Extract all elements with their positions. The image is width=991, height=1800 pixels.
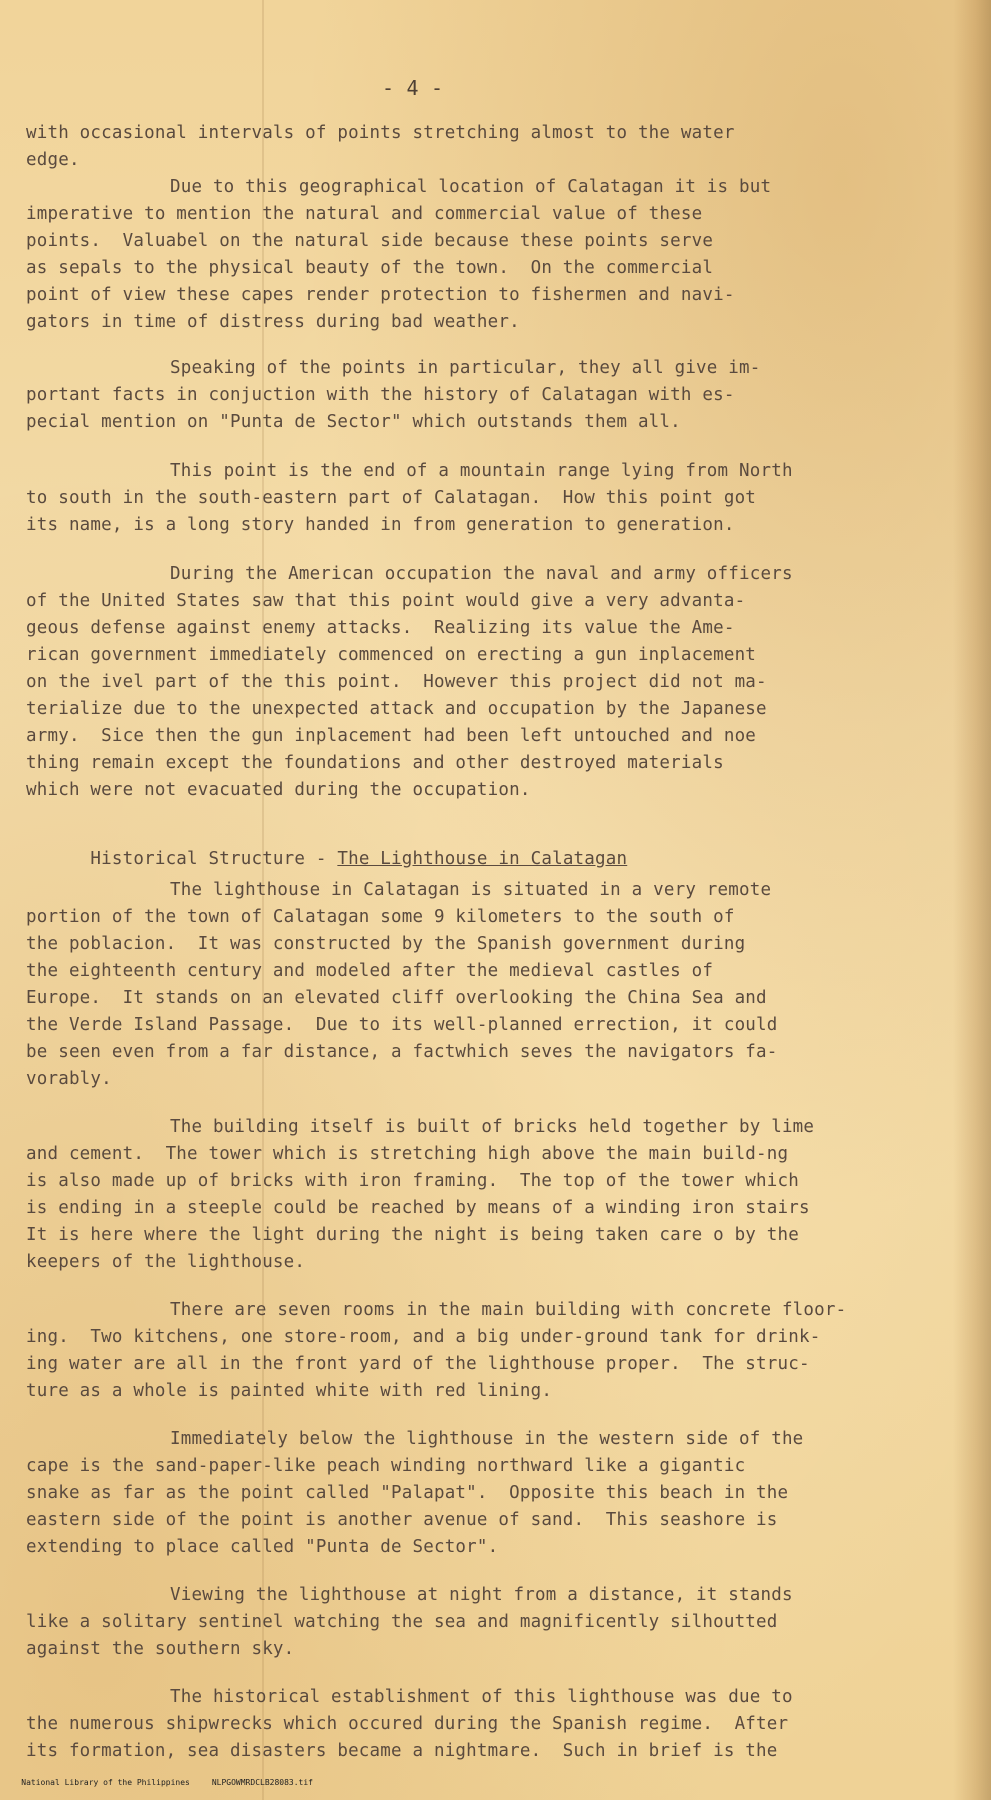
scan-footer <box>2 1769 335 1796</box>
text-line: rican government immediately commenced on erecting a gun inplacement <box>26 645 757 665</box>
section-heading-prefix: Historical Structure - <box>90 849 338 869</box>
text-line: the numerous shipwrecks which occured during the Spanish regime. After <box>26 1714 789 1734</box>
text-line: It is here where the light during the night is being taken care o by the <box>26 1225 799 1245</box>
text-line: The lighthouse in Calatagan is situated in a very remote <box>170 880 772 900</box>
text-line: Speaking of the points in particular, they all give im- <box>170 358 761 378</box>
text-line: vorably. <box>26 1069 112 1089</box>
paper-edge-shadow <box>953 0 991 1800</box>
text-line: be seen even from a far distance, a factwhich seves the navigators fa- <box>26 1042 778 1062</box>
text-line: Viewing the lighthouse at night from a distance, it stands <box>170 1585 793 1605</box>
text-line: gators in time of distress during bad weather. <box>26 312 520 332</box>
text-line: eastern side of the point is another avenue of sand. This seashore is <box>26 1510 778 1530</box>
text-line: the poblacion. It was constructed by the Spanish government during <box>26 934 746 954</box>
text-line: There are seven rooms in the main building with concrete floor- <box>170 1300 847 1320</box>
text-line: on the ivel part of the this point. However this project did not ma- <box>26 672 767 692</box>
text-line: During the American occupation the naval and army officers <box>170 564 793 584</box>
section-heading-title: The Lighthouse in Calatagan <box>337 849 628 869</box>
text-line: which were not evacuated during the occupation. <box>26 780 531 800</box>
text-line: the Verde Island Passage. Due to its well-planned errection, it could <box>26 1015 778 1035</box>
text-line: keepers of the lighthouse. <box>26 1252 306 1272</box>
text-line: like a solitary sentinel watching the sea and magnificently silhoutted <box>26 1612 778 1632</box>
text-line: ing. Two kitchens, one store-room, and a big under-ground tank for drink- <box>26 1327 821 1347</box>
text-line: imperative to mention the natural and commercial value of these <box>26 204 703 224</box>
text-line: geous defense against enemy attacks. Realizing its value the Ame- <box>26 618 735 638</box>
text-line: edge. <box>26 150 80 170</box>
text-line: its formation, sea disasters became a nightmare. Such in brief is the <box>26 1741 778 1761</box>
text-line: with occasional intervals of points stretching almost to the water <box>26 123 735 143</box>
text-line: of the United States saw that this point would give a very advanta- <box>26 591 746 611</box>
text-line: cape is the sand-paper-like peach winding northward like a gigantic <box>26 1456 746 1476</box>
text-line: the eighteenth century and modeled after the medieval castles of <box>26 961 714 981</box>
text-line: as sepals to the physical beauty of the town. On the commercial <box>26 258 714 278</box>
page-number: - 4 - <box>382 76 444 100</box>
text-line: terialize due to the unexpected attack and occupation by the Japanese <box>26 699 767 719</box>
text-line: Immediately below the lighthouse in the western side of the <box>170 1429 804 1449</box>
text-line: is also made up of bricks with iron framing. The top of the tower which <box>26 1171 799 1191</box>
text-line: Due to this geographical location of Calatagan it is but <box>170 177 772 197</box>
footer-filename: NLPGOWMRDCLB28083.tif <box>211 1778 313 1787</box>
text-line: pecial mention on "Punta de Sector" which outstands them all. <box>26 412 681 432</box>
text-line: is ending in a steeple could be reached by means of a winding iron stairs <box>26 1198 810 1218</box>
text-line: ing water are all in the front yard of the lighthouse proper. The struc- <box>26 1354 810 1374</box>
text-line: against the southern sky. <box>26 1639 295 1659</box>
text-line: Europe. It stands on an elevated cliff overlooking the China Sea and <box>26 988 767 1008</box>
text-line: to south in the south-eastern part of Calatagan. How this point got <box>26 488 757 508</box>
text-line: and cement. The tower which is stretching high above the main build-ng <box>26 1144 789 1164</box>
text-line: portant facts in conjuction with the history of Calatagan with es- <box>26 385 735 405</box>
text-line: The historical establishment of this lighthouse was due to <box>170 1687 793 1707</box>
text-line: The building itself is built of bricks held together by lime <box>170 1117 815 1137</box>
text-line: ture as a whole is painted white with red lining. <box>26 1381 553 1401</box>
text-line: its name, is a long story handed in from generation to generation. <box>26 515 735 535</box>
text-line: This point is the end of a mountain range lying from North <box>170 461 793 481</box>
text-line: snake as far as the point called "Palapat". Opposite this beach in the <box>26 1483 789 1503</box>
text-line: extending to place called "Punta de Sector". <box>26 1537 499 1557</box>
text-line: point of view these capes render protection to fishermen and navi- <box>26 285 735 305</box>
text-line: portion of the town of Calatagan some 9 kilometers to the south of <box>26 907 735 927</box>
text-line: thing remain except the foundations and other destroyed materials <box>26 753 724 773</box>
text-line: army. Sice then the gun inplacement had been left untouched and noe <box>26 726 757 746</box>
text-line: points. Valuabel on the natural side because these points serve <box>26 231 714 251</box>
footer-library: National Library of the Philippines <box>21 1778 190 1787</box>
